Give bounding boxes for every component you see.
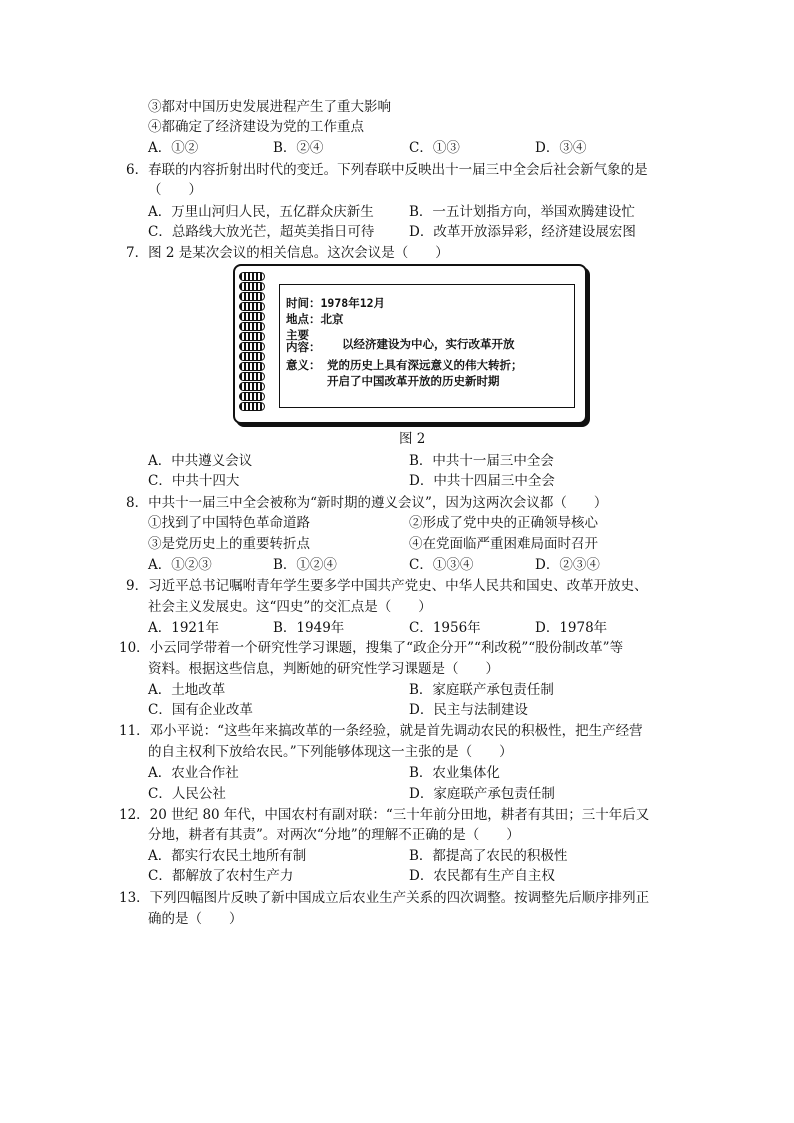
coil: [239, 292, 265, 301]
q6-stem: 6．春联的内容折射出时代的变迁。下列春联中反映出十一届三中全会后社会新气象的是: [126, 162, 648, 178]
q8-stem: 8．中共十一届三中全会被称为“新时期的遵义会议”，因为这两次会议都（ ）: [126, 495, 608, 511]
coil: [239, 312, 265, 321]
q11-option-c[interactable]: C．人民公社: [148, 786, 226, 802]
q6-option-d[interactable]: D．改革开放添异彩，经济建设展宏图: [409, 224, 636, 240]
q9-option-b[interactable]: B．1949年: [273, 620, 345, 636]
q11-stem-cont: 的自主权利下放给农民。”下列能够体现这一主张的是（ ）: [148, 744, 513, 760]
q7-option-a[interactable]: A．中共遵义会议: [148, 453, 253, 469]
q7-option-b[interactable]: B．中共十一届三中全会: [409, 453, 554, 469]
q5-option-d[interactable]: D．③④: [535, 140, 587, 156]
q11-option-a[interactable]: A．农业合作社: [148, 765, 239, 781]
q6-option-a[interactable]: A．万里山河归人民，五亿群众庆新生: [148, 204, 374, 220]
coil: [239, 402, 265, 411]
coil: [239, 342, 265, 351]
notebook-spiral-binding: [237, 270, 265, 414]
notebook-page: [279, 284, 575, 408]
coil: [239, 382, 265, 391]
meeting-place: 地点：北京: [286, 312, 344, 326]
q12-stem: 12．20 世纪 80 年代，中国农村有副对联：“三十年前分田地，耕者有其田；三十年后又: [119, 807, 650, 823]
q12-stem-cont: 分地，耕者有其责”。对两次“分地”的理解不正确的是（ ）: [148, 827, 520, 843]
q8-option-a[interactable]: A．①②③: [148, 557, 212, 573]
content-label-2: 内容：: [286, 340, 321, 354]
q10-stem: 10．小云同学带着一个研究性学习课题，搜集了“政企分开”“利改税”“股份制改革”等: [119, 640, 624, 656]
q7-option-c[interactable]: C．中共十四大: [148, 473, 240, 489]
q11-option-b[interactable]: B．农业集体化: [409, 765, 500, 781]
q5-option-c[interactable]: C．①③: [409, 140, 460, 156]
q10-option-c[interactable]: C．国有企业改革: [148, 702, 253, 718]
content-label-1: 主要: [286, 328, 309, 342]
meeting-content: 以经济建设为中心，实行改革开放: [342, 337, 515, 351]
coil: [239, 332, 265, 341]
q13-stem-cont: 确的是（ ）: [148, 911, 243, 927]
q13-stem: 13．下列四幅图片反映了新中国成立后农业生产关系的四次调整。按调整先后顺序排列正: [119, 890, 650, 906]
meeting-meaning-1: 党的历史上具有深远意义的伟大转折；: [327, 358, 523, 372]
q7-option-d[interactable]: D．中共十四届三中全会: [409, 473, 555, 489]
q12-option-a[interactable]: A．都实行农民土地所有制: [148, 848, 307, 864]
q7-stem: 7．图 2 是某次会议的相关信息。这次会议是（ ）: [126, 245, 449, 261]
coil: [239, 362, 265, 371]
coil: [239, 372, 265, 381]
q12-option-b[interactable]: B．都提高了农民的积极性: [409, 848, 568, 864]
q9-stem-cont: 社会主义发展史。这“四史”的交汇点是（ ）: [148, 599, 432, 615]
q8-statement-3: ③是党历史上的重要转折点: [148, 536, 310, 552]
q12-option-d[interactable]: D．农民都有生产自主权: [409, 868, 555, 884]
q6-option-c[interactable]: C．总路线大放光芒，超英美指日可待: [148, 224, 375, 240]
q10-option-d[interactable]: D．民主与法制建设: [409, 702, 528, 718]
q10-stem-cont: 资料。根据这些信息，判断她的研究性学习课题是（ ）: [148, 661, 499, 677]
q8-statement-2: ②形成了党中央的正确领导核心: [409, 515, 598, 531]
q5-statement-4: ④都确定了经济建设为党的工作重点: [148, 119, 364, 135]
coil: [239, 282, 265, 291]
figure-caption: 图 2: [399, 431, 426, 447]
q10-option-a[interactable]: A．土地改革: [148, 682, 226, 698]
q9-stem: 9．习近平总书记嘱咐青年学生要多学中国共产党史、中华人民共和国史、改革开放史、: [126, 578, 648, 594]
q12-option-c[interactable]: C．都解放了农村生产力: [148, 868, 294, 884]
meeting-meaning-2: 开启了中国改革开放的历史新时期: [327, 374, 500, 388]
q8-option-d[interactable]: D．②③④: [535, 557, 600, 573]
meeting-time: 时间：1978年12月: [286, 296, 386, 310]
q5-statement-3: ③都对中国历史发展进程产生了重大影响: [148, 99, 391, 115]
q11-stem: 11．邓小平说：“这些年来搞改革的一条经验，就是首先调动农民的积极性，把生产经营: [119, 723, 643, 739]
coil: [239, 322, 265, 331]
coil: [239, 302, 265, 311]
q5-option-b[interactable]: B．②④: [273, 140, 324, 156]
q9-option-a[interactable]: A．1921年: [148, 620, 220, 636]
meaning-label: 意义：: [286, 358, 321, 372]
figure-2-notebook: [233, 264, 585, 422]
coil: [239, 352, 265, 361]
q8-option-c[interactable]: C．①③④: [409, 557, 474, 573]
q11-option-d[interactable]: D．家庭联产承包责任制: [409, 786, 555, 802]
q9-option-c[interactable]: C．1956年: [409, 620, 481, 636]
coil: [239, 272, 265, 281]
coil: [239, 392, 265, 401]
q8-statement-4: ④在党面临严重困难局面时召开: [409, 536, 598, 552]
q8-statement-1: ①找到了中国特色革命道路: [148, 515, 310, 531]
q10-option-b[interactable]: B．家庭联产承包责任制: [409, 682, 554, 698]
q6-blank: （ ）: [148, 182, 202, 198]
q8-option-b[interactable]: B．①②④: [273, 557, 337, 573]
q9-option-d[interactable]: D．1978年: [535, 620, 608, 636]
q6-option-b[interactable]: B．一五计划指方向，举国欢腾建设忙: [409, 204, 635, 220]
q5-option-a[interactable]: A．①②: [148, 140, 199, 156]
